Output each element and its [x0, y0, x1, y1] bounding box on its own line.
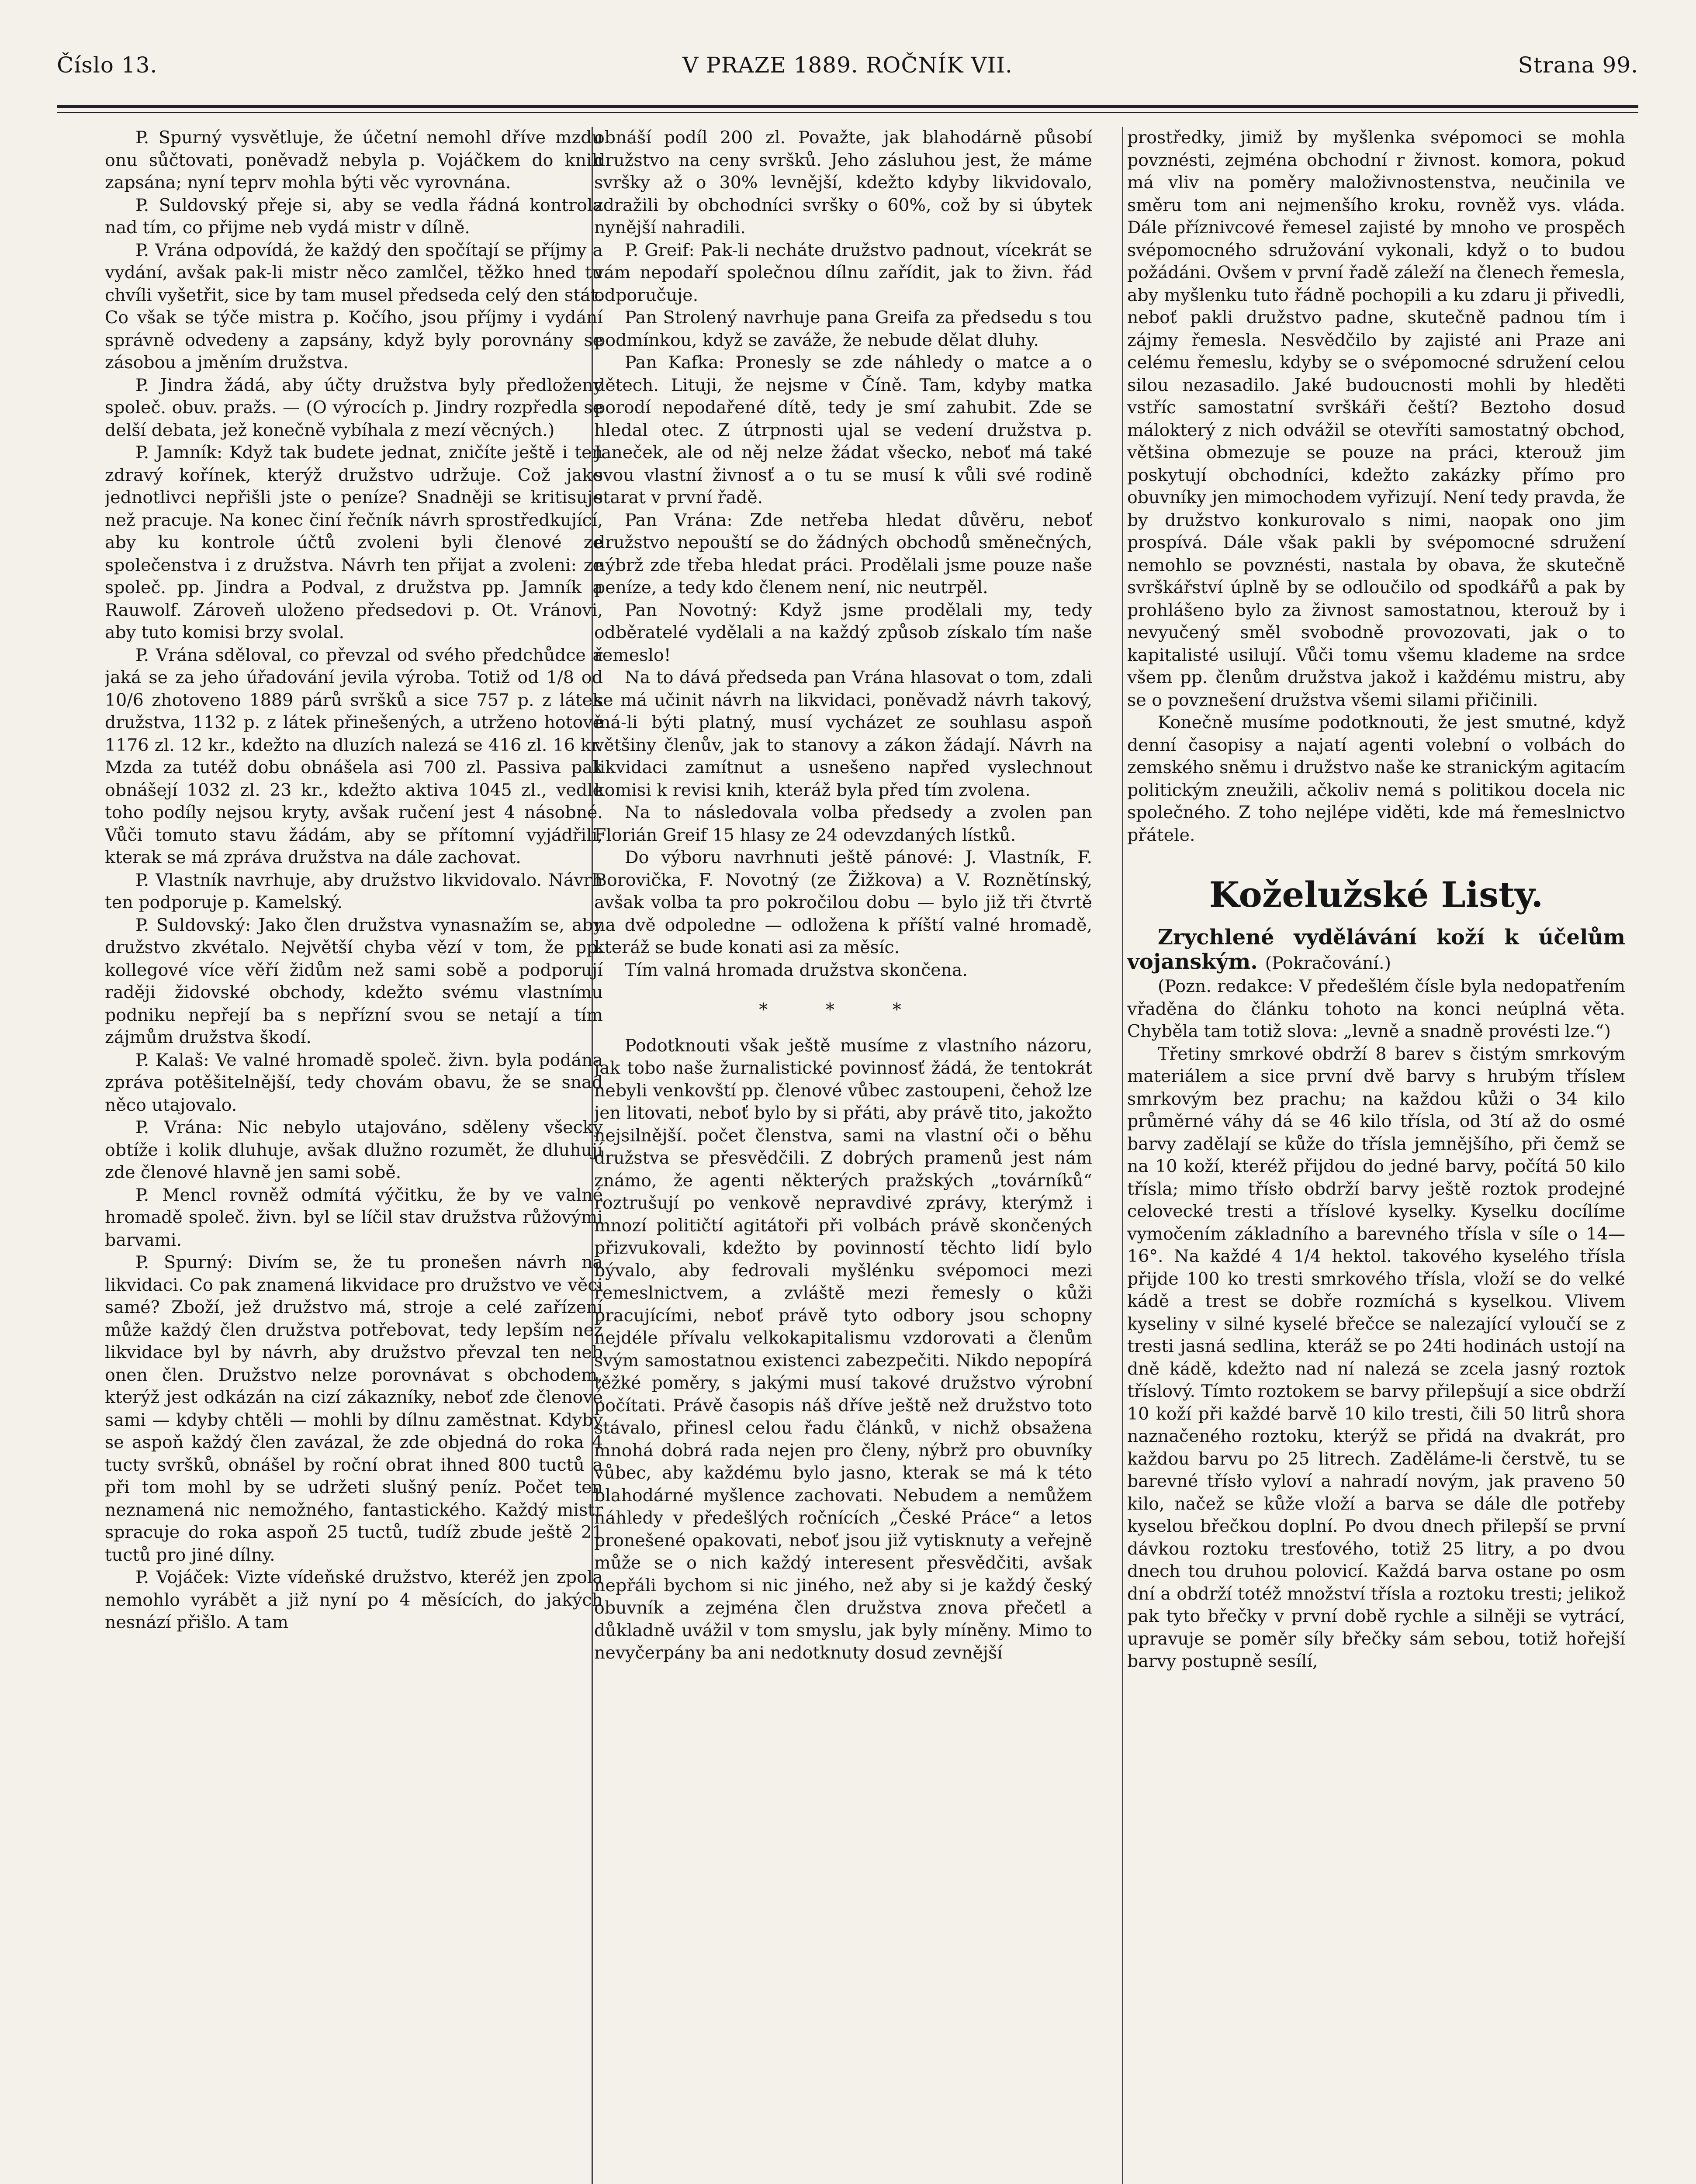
column-divider: [1122, 127, 1123, 2184]
paragraph: Konečně musíme podotknouti, že jest smutné, když denní časopisy a najatí agenti volební o volbách do zemského sněmu i družstvo naše ke stranickým agitacím politickým zneužili, ačkoliv nemá s politikou docela nic společného. Z toho nejlépe viděti, kde má řemeslnictvo přátele.: [1127, 712, 1625, 845]
column-2: [594, 127, 1092, 2184]
header-rule-thick: [57, 105, 1638, 108]
paragraph: P. Jindra žádá, aby účty družstva byly předloženy společ. obuv. pražs. — (O výrocích p. Jindry rozpředla se delší debata, jež konečně vybíhala z mezí věcných.): [105, 375, 603, 440]
header-rule-thin: [57, 112, 1638, 113]
paragraph: P. Greif: Pak-li necháte družstvo padnout, vícekrát se vám nepodaří společnou dílnu zařídit, jak to živn. řád odporučuje.: [594, 240, 1092, 305]
paragraph: P. Jamník: Když tak budete jednat, zničíte ještě i ten zdravý kořínek, kterýž družstvo udržuje. Což jako jednotlivci nepřišli jste o peníze? Snadněji se kritisuje než pracuje. Na konec činí řečník návrh sprostředkující, aby ku kontrole účtů zvoleni byli členové ze společenstva i z družstva. Návrh ten přijat a zvoleni: ze společ. pp. Jindra a Podval, z družstva pp. Jamník a Rauwolf. Zároveň uloženo předsedovi p. Ot. Vránovi, aby tuto komisi brzy svolal.: [105, 442, 603, 643]
page-header: [57, 52, 1638, 92]
section-separator-asterisks: * * *: [759, 1000, 928, 1020]
paragraph: Pan Vrána: Zde netřeba hledat důvěru, neboť družstvo nepouští se do žádných obchodů směnečných, nýbrž zde třeba hledat práci. Prodělali jsme pouze naše peníze, a tedy kdo členem není, nic neutrpěl.: [594, 510, 1092, 598]
paragraph: (Pozn. redakce: V předešlém čísle byla nedopatřením vřaděna do článku tohoto na konci neúplná věta. Chyběla tam totiž slova: „levně a snadně provésti lze.“): [1127, 976, 1625, 1041]
header-masthead: V PRAZE 1889. ROČNÍK VII.: [682, 52, 1013, 78]
paragraph: P. Suldovský přeje si, aby se vedla řádná kontrola nad tím, co přijme neb vydá mistr v dílně.: [105, 195, 603, 238]
paragraph: P. Vrána odpovídá, že každý den spočítají se příjmy a vydání, avšak pak-li mistr něco zamlčel, těžko hned tu chvíli vyšetřit, sice by tam musel předseda celý den stát. Co však se týče mistra p. Kočího, jsou příjmy i vydání správně odvedeny a zapsány, když byly porovnány se zásobou a jměním družstva.: [105, 240, 603, 373]
paragraph: P. Spurný vysvětluje, že účetní nemohl dříve mzdu onu sůčtovati, poněvadž nebyla p. Vojáčkem do knih zapsána; nyní teprv mohla býti věc vyrovnána.: [105, 128, 603, 193]
paragraph: Pan Kafka: Pronesly se zde náhledy o matce a o dětech. Lituji, že nejsme v Číně. Tam, kdyby matka porodí nepodařené dítě, tedy je smí zahubit. Zde se hledal otec. Z útrpnosti ujal se vedení družstva p. Janeček, ale od něj nelze žádat všecko, neboť má také svou vlastní živnosť a o tu se musí k vůli své rodině starat v první řadě.: [594, 352, 1092, 508]
header-page-number: Strana 99.: [1518, 52, 1638, 78]
article-title-text: Zrychlené vydělávání koží k účelům vojanským.: [1127, 925, 1625, 974]
paragraph: Třetiny smrkové obdrží 8 barev s čistým smrkovým materiálem a sice první dvě barvy s hrubým třísleм smrkovým bez prachu; na každou kůži o 34 kilo průměrné váhy dá se 46 kilo třísla, od 3tí až do osmé barvy zadělají se kůže do třísla jemnějšího, při čemž se na 10 koží, kteréž přijdou do jedné barvy, počítá 50 kilo třísla; mimo třísło obdrží barvy ještě roztok prodejné celovecké tresti a tříslové kyselky. Kyselku docílíme vymočením základního a barevného třísla v síle o 14—16°. Na každé 4 1/4 hektol. takového kyselého třísla přijde 100 ko tresti smrkového třísla, vloží se do velké kádě a trest se dobře rozmíchá s kyselkou. Vlivem kyseliny v silné kyselé břečce se nalezající vyloučí se z tresti jasná sedlina, kteráž se po 24ti hodinách ustojí na dně kádě, kdežto nad ní nalezá se zcela jasný roztok tříslový. Tímto roztokem se barvy přilepšují a sice obdrží 10 koží při každé barvě 10 kilo tresti, čili 50 litrů shora naznačeného roztoku, kterýž se přidá na dvakrát, pro každou barvu po 25 litrech. Zaděláme-li čerstvě, tu se barevné třísło vyloví a nahradí novým, jak praveno 50 kilo, načež se kůže vloží a barva se dále dle potřeby kyselou břečkou doplní. Po dvou dnech přilepší se první dávkou roztoku tresťového, totiž 25 litry, a po dvou dnech tou druhou polovicí. Každá barva ostane po osm dní a obdrží totéž množství třísla a roztoku tresti; jelikož pak tyto břečky v první době rychle a silněji se vytrácí, upravuje se poměr síly břečky sám sebou, totiž hořejší barvy postupně sesílí,: [1127, 1044, 1625, 1671]
paragraph: P. Vrána: Nic nebylo utajováno, sděleny všecky obtíže i kolik dluhuje, avšak dlužno rozumět, že dluhují zde členové hlavně jen sami sobě.: [105, 1117, 603, 1182]
paragraph: Pan Novotný: Když jsme prodělali my, tedy odběratelé vydělali a na každý způsob získalo tím naše řemeslo!: [594, 600, 1092, 665]
paragraph: Pan Strolený navrhuje pana Greifa za předsedu s tou podmínkou, když se zaváže, že nebude dělat dluhy.: [594, 308, 1092, 350]
paragraph: P. Spurný: Divím se, že tu pronešen návrh na likvidaci. Co pak znamená likvidace pro družstvo ve věci samé? Zboží, jež družstvo má, stroje a celé zařízení může každý člen družstva potřebovat, tedy lepším než likvidace byl by návrh, aby družstvo převzal ten neb onen člen. Družstvo nelze porovnávat s obchodem, kterýž jest odkázán na cizí zákazníky, neboť zde členové sami — kdyby chtěli — mohli by dílnu zaměstnat. Kdyby se aspoň každý člen zavázal, že zde objedná do roka 4 tucty svršků, obnášel by roční obrat ihned 800 tuctů a při tom mohl by se udržeti slušný peníz. Počet ten neznamená nic nemožného, fantastického. Každý mistr spracuje do roka aspoň 25 tuctů, tudíž zbude ještě 21 tuctů pro jiné dílny.: [105, 1252, 603, 1565]
section-title: Koželužské Listy.: [1209, 874, 1544, 915]
paragraph: P. Kalaš: Ve valné hromadě společ. živn. byla podána zpráva potěšitelnější, tedy chovám obavu, že se snad něco utajovalo.: [105, 1050, 603, 1115]
paragraph: Tím valná hromada družstva skončena.: [625, 960, 968, 980]
paragraph: P. Mencl rovněž odmítá výčitku, že by ve valné hromadě společ. živn. byl se líčil stav družstva růžovými barvami.: [105, 1185, 603, 1250]
paragraph: Do výboru navrhnuti ještě pánové: J. Vlastník, F. Borovička, F. Novotný (ze Žižkova) a V. Roznětínský, avšak volba ta pro pokročilou dobu — bylo již tři čtvrtě na dvě odpoledne — odložena k příští valné hromadě, kteráž se bude konati asi za měsíc.: [594, 847, 1092, 957]
column-3: [1127, 127, 1625, 2184]
paragraph: P. Suldovský: Jako člen družstva vynasnažím se, aby družstvo zkvétalo. Největší chyba vězí v tom, že pp. kollegové více věří židům než sami sobě a podporují raději židovské obchody, kdežto svému vlastnímu podniku nepřejí ba s nepřízní svou se netají a tím zájmům družstva škodí.: [105, 915, 603, 1047]
paragraph: Na to dává předseda pan Vrána hlasovat o tom, zdali se má učinit návrh na likvidaci, poněvadž návrh takový, má-li býti platný, musí vycházet ze souhlasu aspoň většiny členův, jak to stanovy a zákon žádají. Návrh na likvidaci zamítnut a usnešeno napřed vyslechnout komisi k revisi knih, kteráž byla před tím zvolena.: [594, 667, 1092, 800]
article-continuation-note: (Pokračování.): [1265, 953, 1391, 973]
paragraph: obnáší podíl 200 zl. Považte, jak blahodárně působí družstvo na ceny svršků. Jeho zásluhou jest, že máme svršky až o 30% levnější, kdežto kdyby likvidovalo, zdražili by obchodníci svršky o 60%, což by si úbytek nynější nahradili.: [594, 128, 1092, 238]
paragraph: Na to následovala volba předsedy a zvolen pan Florián Greif 15 hlasy ze 24 odevzdaných lístků.: [594, 802, 1092, 845]
paragraph: P. Vojáček: Vizte vídeňské družstvo, kteréž jen zpola nemohlo vyrábět a již nyní po 4 měsících, do jakých nesnází přišlo. A tam: [105, 1567, 603, 1632]
paragraph: P. Vlastník navrhuje, aby družstvo likvidovalo. Návrh ten podporuje p. Kamelský.: [105, 870, 603, 912]
paragraph: P. Vrána sděloval, co převzal od svého předchůdce a jaká se za jeho úřadování jevila výroba. Totiž od 1/8 od 10/6 zhotoveno 1889 párů svršků a sice 757 p. z látek družstva, 1132 p. z látek přinešených, a utrženo hotově 1176 zl. 12 kr., kdežto na dluzích nalezá se 416 zl. 16 kr. Mzda za tutéž dobu obnášela asi 700 zl. Passiva pak obnášejí 1032 zl. 23 kr., kdežto aktiva 1045 zl., vedle toho podíly nejsou kryty, avšak ručení jest 4 násobné. Vůči tomuto stavu žádám, aby se přítomní vyjádřili, kterak se má zpráva družstva na dále zachovat.: [105, 645, 603, 867]
article-title: [1127, 925, 1625, 975]
header-issue-number: Číslo 13.: [57, 52, 158, 78]
column-1: [105, 127, 603, 2184]
paragraph: Podotknouti však ještě musíme z vlastního názoru, jak tobo naše žurnalistické povinnosť žádá, že tentokrát nebyli venkovští pp. členové vůbec zastoupeni, čehož lze jen litovati, neboť bylo by si přáti, aby právě tito, jakožto nejsilnější. počet členstva, sami na vlastní oči o běhu družstva se přesvědčili. Z dobrých pramenů jest nám známo, že agenti některých pražských „továrníků“ roztrušují po venkově nepravdivé zprávy, kterýmž i mnozí političtí agitátoři při volbách právě skončených přizvukovali, kdežto by povinností těchto lidí bylo bývalo, aby fedrovali myšlénku svépomoci mezi řemeslnictvem, a zvláště mezi řemesly o kůži pracujícími, neboť právě tyto odbory jsou schopny nejdéle přívalu velkokapitalismu vzdorovati a členům svým samostatnou existenci zabezpečiti. Nikdo nepopírá těžké poměry, s jakými musí takové družstvo výrobní počítati. Právě časopis náš dříve ještě než družstvo toto stávalo, přinesl celou řadu článků, v nichž obsažena mnohá dobrá rada nejen pro členy, nýbrž pro obuvníky vůbec, aby každému bylo jasno, kterak se má k této blahodárné myšlence zachovati. Nebudem a nemůžem náhledy v předešlých ročnících „České Práce“ a letos pronešené opakovati, neboť jsou již vytisknuty a veřejně může se o nich každý interesent přesvědčiti, avšak nepřáli bychom si nic jiného, než aby si je každý český obuvník a zejména člen družstva znova přečetl a důkladně uvážil v tom smyslu, jak byly míněny. Mimo to nevyčerpány ba ani nedotknuty dosud zevnější: [594, 1035, 1092, 1663]
paragraph: prostředky, jimiž by myšlenka svépomoci se mohla povznésti, zejména obchodní r živnost. komora, pokud má vliv na poměry maloživnostenstva, neučinila ve směru tom ani nejmenšího kroku, rovněž vys. vláda. Dále příznivcové řemesel zajisté by mnoho ve prospěch svépomocného sdružování vykonali, když o to budou požádáni. Ovšem v první řadě záleží na členech řemesla, aby myšlenku tuto řádně pochopili a ku zdaru ji přivedli, neboť pakli družstvo padne, skutečně padnou tím i zájmy řemesla. Nesvědčilo by zajisté ani Praze ani celému řemeslu, kdyby se o svépomocné sdružení celou silou nezasadilo. Jaké budoucnosti mohli by hleděti vstříc samostatní svrškáři čeští? Beztoho dosud málokterý z nich odvážil se otevříti samostatný obchod, většina obmezuje se pouze na práci, kterouž jim poskytují obchodníci, kdežto zakázky přímo pro obuvníky jen mimochodem vyřizují. Není tedy pravda, že by družstvo konkurovalo s nimi, naopak ono jim prospívá. Dále však pakli by svépomocné sdružení nemohlo se povznésti, nastala by obava, že skutečně svrškářství úplně by se odloučilo od spodkářů a pak by prohlášeno bylo za živnost samostatnou, kterouž by i nevyučený směl svobodně provozovati, jak o to kapitalisté usilují. Vůči tomu všemu klademe na srdce všem pp. členům družstva jakož i každému mistru, aby se o povznešení družstva všemi silami přičinili.: [1127, 128, 1625, 710]
